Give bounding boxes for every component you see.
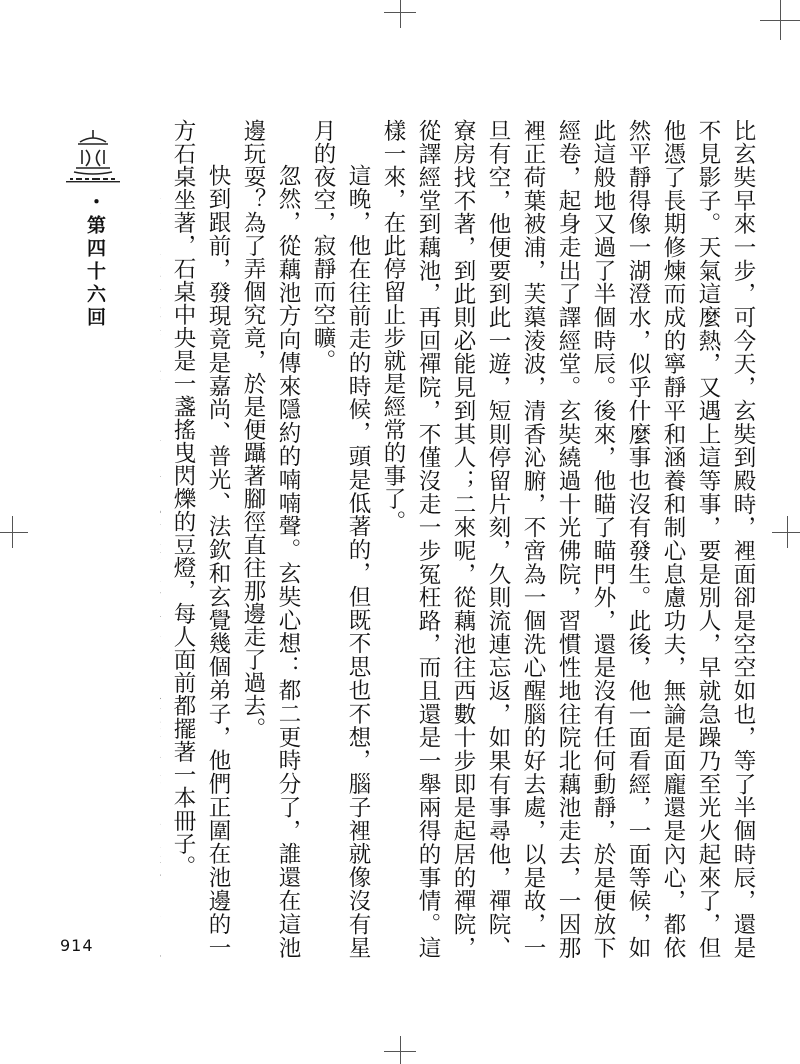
paragraph: 忽然，從藕池方向傳來隱約的喃喃聲。玄奘心想：都二更時分了，誰還在這池邊玩耍？為了弄個究竟，於是便躡著腳徑直往那邊走了過去。: [240, 119, 301, 959]
pagoda-ornament-icon: [66, 128, 120, 186]
paragraph: 快到跟前，發現竟是嘉尚、普光、法欽和玄覺幾個弟子，他們正圍在池邊的一方石桌坐著，石桌中央是一盞搖曳閃爍的豆燈，每人面前都擺著一本冊子。: [170, 119, 231, 959]
chapter-bullet: ・: [84, 192, 106, 215]
crop-mark-left-vertical: [12, 516, 13, 548]
main-text: [160, 119, 760, 959]
crop-mark-bottom-vertical: [400, 1036, 401, 1064]
crop-mark-top-vertical: [400, 0, 401, 28]
crop-mark-right-horizontal: [772, 532, 800, 533]
paragraph-continuation: 比玄奘早來一步，可今天，玄奘到殿時，裡面卻是空空如也，等了半個時辰，還是不見影子。天氣這麼熱，又遇上這等事，要是別人，早就急躁乃至光火起來了，但他憑了長期修煉而成的寧靜平和涵養和制心息慮功夫，無論是面龐還是內心，都依然平靜得像一湖澄水，似乎什麼事也沒有發生。此後，他一面看經，一面等候，如此這般地又過了半個時辰。後來，他瞄了瞄門外，還是沒有任何動靜，於是便放下經卷，起身走出了譯經堂。玄奘繞過十光佛院，習慣性地往院北藕池走去，一因那裡正荷葉被浦，芙蕖淩波，清香沁腑，不啻為一個洗心醒腦的好去處，以是故，一旦有空，他便要到此一遊，短則停留片刻，久則流連忘返，如果有事尋他，禪院、寮房找不著，到此則必能見到其人；二來呢，從藕池往西數十步即是起居的禪院，從譯經堂到藕池，再回禪院，不僅沒走一步冤枉路，而且還是一舉兩得的事情。這樣一來，在此停留止步就是經常的事了。: [380, 119, 756, 959]
crop-mark-bottom-horizontal: [384, 1051, 416, 1052]
crop-mark-right-vertical: [787, 516, 788, 548]
crop-mark-top-horizontal: [384, 12, 416, 13]
paragraph: 這晚，他在往前走的時候，頭是低著的，但既不思也不想，腦子裡就像沒有星月的夜空，寂靜而空曠。: [310, 119, 371, 959]
paragraph: [160, 119, 165, 959]
crop-mark-corner-tr-v: [780, 0, 781, 40]
page-number: 914: [60, 936, 94, 955]
chapter-heading: [82, 192, 109, 330]
chapter-title: 第四十六回: [84, 215, 106, 330]
crop-mark-left-horizontal: [0, 532, 28, 533]
